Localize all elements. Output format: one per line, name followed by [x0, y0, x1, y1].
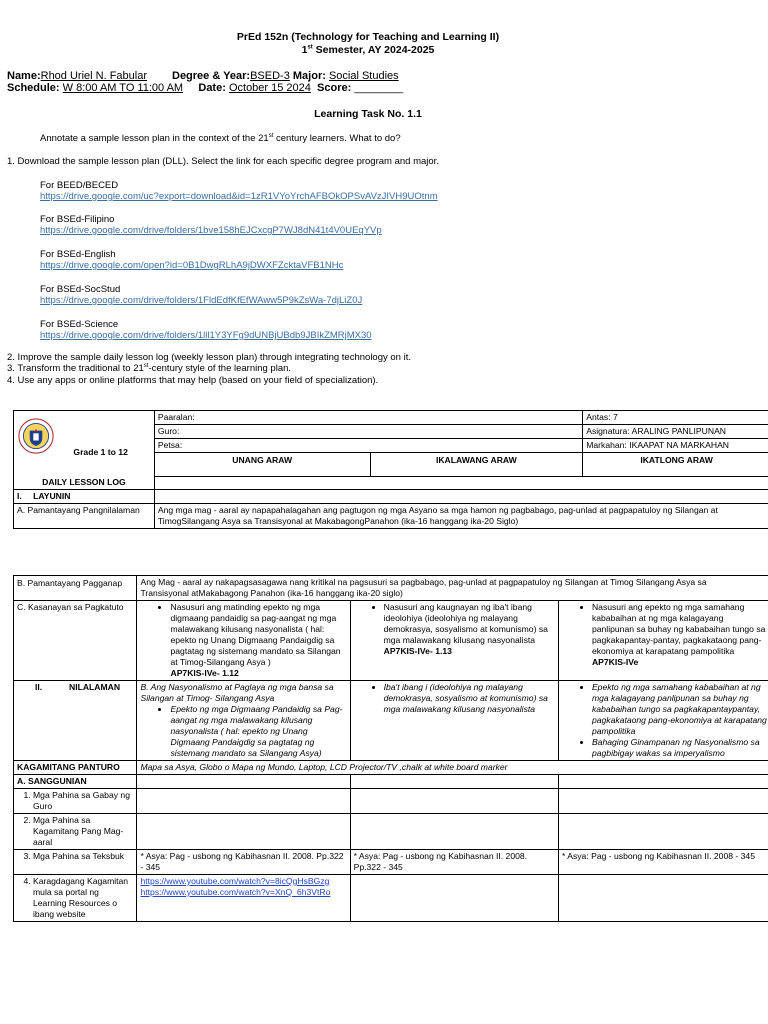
- link-filipino[interactable]: https://drive.google.com/drive/folders/1bve158hEJCxcgP7WJ8dN41t4V0UEqYVp: [40, 225, 382, 236]
- nilalaman-day2-item: • Iba't ibang i (ideolohiya ng malayang demokrasya, sosyalismo at komunismo) sa mga malawakang kilusang nasyonalista: [384, 682, 555, 715]
- nilalaman-day3-item1: • Epekto ng mga samahang kababaihan at ng mga kalagayang panlipunan sa buhay ng kababaihan tungo sa pagkakapantaypantay, pagkakataong pang-ekonomiya at karapatang pampolitika: [592, 682, 767, 737]
- kasanayan-day2-item: [384, 602, 555, 657]
- step-2: 2. Improve the sample daily lesson log (weekly lesson plan) through integrating technology on it.: [7, 352, 411, 363]
- step-3-post: -century style of the learning plan.: [148, 363, 292, 375]
- day2-header: IKALAWANG ARAW: [370, 453, 583, 477]
- date-label: Date:: [198, 82, 226, 94]
- pamantayang-pangnilalaman-text: Ang mga mag - aaral ay napapahalagahan ang pagtugon ng mga Asyano sa mga hamon ng pagbabago, pag-unlad at pagpapatuloy ng Silangan at TimogSilangang Asya sa Transisyonal at MakabagongPanahon (ika-16 hanggang ika-20 Siglo): [154, 503, 768, 528]
- major-label: Major:: [292, 70, 326, 82]
- nilalaman-day3-item2: • Bahaging Ginampanan ng Nasyonalismo sa pagbibigay wakas sa imperyalismo: [592, 737, 767, 759]
- schedule-label: Schedule:: [7, 82, 60, 94]
- gabay-guro-day3: [558, 789, 768, 814]
- nilalaman-day1: [137, 681, 350, 761]
- link-label-english: For BSEd-English: [40, 249, 116, 260]
- link-label-filipino: For BSEd-Filipino: [40, 214, 115, 225]
- sanggunian-day2: [350, 775, 558, 789]
- degree-value: BSED-3: [250, 70, 290, 82]
- deped-seal-icon: [18, 418, 54, 454]
- guro-cell: Guro:: [154, 425, 582, 439]
- pamantayang-pagganap-content: Ang Mag - aaral ay nakapagsasagawa nang kritikal na pagsusuri sa pagbabago, pag-unlad at pagpapatuloy ng Silangan at Timog Silangang Asya sa Transisyonal atMakabagong Panahon (ika-16 hanggang ika-20 siglo): [140, 577, 707, 598]
- kagamitang-mag-aaral-label: [14, 814, 137, 850]
- kagamitang-text: Mapa sa Asya, Globo o Mapa ng Mundo, Laptop, LCD Projector/TV ,chalk at white board marker: [137, 761, 768, 775]
- link-label-socstud: For BSEd-SocStud: [40, 284, 121, 295]
- step-3-sup: st: [143, 363, 149, 369]
- nilalaman-day3: [558, 681, 768, 761]
- gabay-guro-day1: [137, 789, 350, 814]
- kagamitang-mag-aaral-item: 2. Mga Pahina sa Kagamitang Pang Mag-aaral: [33, 815, 133, 848]
- paaralan-cell: Paaralan:: [154, 411, 582, 425]
- pamantayang-pagganap-label: B. Pamantayang Pagganap: [14, 576, 137, 601]
- kagamitang-mag-aaral-day1: [137, 814, 350, 850]
- step-3: [7, 363, 291, 374]
- kasanayan-day1-code: AP7KIS-IVe- 1.12: [170, 668, 239, 678]
- dll-main-table: [13, 575, 768, 922]
- name-line: [7, 70, 147, 82]
- nilalaman-day1-item: • Epekto ng mga Digmaang Pandaidig sa Pag-aangat ng mga malawakang kilusang nasyonalista ( hal: epekto ng Unang Digmaang Pandaigdig sa pagtatag ng sistemang mandato sa Silangang Asya): [170, 704, 346, 759]
- kasanayan-day2-code: AP7KIS-IVe- 1.13: [383, 646, 452, 656]
- link-science[interactable]: https://drive.google.com/drive/folders/1lll1Y3YFg9dUNBjUBdb9JBIkZMRjMX30: [40, 330, 372, 341]
- task-instruction: [40, 133, 401, 144]
- pamantayang-pagganap-text: [137, 576, 768, 601]
- markahan-cell: Markahan: IKAAPAT NA MARKAHAN: [583, 439, 768, 453]
- sanggunian-day1: [137, 775, 350, 789]
- teksbuk-label: [14, 850, 137, 875]
- layunin-blank: [154, 489, 768, 503]
- task-title: Learning Task No. 1.1: [314, 108, 422, 120]
- schedule-line: [7, 82, 403, 94]
- gabay-guro-item: 1. Mga Pahina sa Gabay ng Guro: [33, 790, 133, 812]
- student-name: Rhod Uriel N. Fabular: [40, 70, 147, 82]
- karagdagang-item: 4. Karagdagang Kagamitan mula sa portal ng Learning Resources o ibang website: [33, 876, 133, 920]
- kagamitang-label: KAGAMITANG PANTURO: [14, 761, 137, 775]
- youtube-link-1[interactable]: https://www.youtube.com/watch?v=8icQgHsBGzg: [140, 876, 330, 886]
- layunin-cell: [14, 489, 155, 503]
- nilalaman-num: II.: [35, 682, 43, 692]
- course-title: PrEd 152n (Technology for Teaching and Learning II): [236, 31, 500, 43]
- kasanayan-day1-item: • Nasusuri ang matinding epekto ng mga digmaang pandaidig sa pag-aangat ng mga malawakang kilusang nasyonalista ( hal: epekto ng Unang Digmaang Pandaigdig sa pagtatag ng sistemang mandato sa Silangan at Timog-Silangang Asya ): [170, 602, 346, 668]
- link-beed[interactable]: https://drive.google.com/uc?export=download&id=1zR1VYoYrchAFBOkOPSvAVzJIVH9UOtnm: [40, 191, 438, 202]
- semester-text: Semester, AY 2024-2025: [312, 44, 435, 56]
- kasanayan-day3-text: Nasusuri ang epekto ng mga samahang kababaihan at ng mga kalagayang panlipunan sa buhay ng kababaihan tungo sa pagkakapantay-pantay, pagkakataong pang-ekonomiya at karapatang pampolitika: [591, 602, 766, 656]
- kasanayan-day1: [137, 601, 350, 681]
- grade-label: Grade 1 to 12: [73, 447, 128, 457]
- karagdagang-day3: [558, 875, 768, 922]
- link-label-science: For BSEd-Science: [40, 319, 119, 330]
- link-english[interactable]: https://drive.google.com/open?id=0B1DwgRLhA9jDWXFZcktaVFB1NHc: [40, 260, 344, 271]
- schedule-value: W 8:00 AM TO 11:00 AM: [62, 82, 184, 94]
- major-value: Social Studies: [328, 70, 399, 82]
- kasanayan-day3: [558, 601, 768, 681]
- semester-line: [0, 44, 736, 56]
- instruction-sup: st: [268, 133, 274, 139]
- step-4: 4. Use any apps or online platforms that may help (based on your field of specialization).: [7, 375, 379, 386]
- teksbuk-day3: * Asya: Pag - usbong ng Kabihasnan II. 2008 - 345: [558, 850, 768, 875]
- teksbuk-item: 3. Mga Pahina sa Teksbuk: [33, 851, 133, 862]
- layunin-label: LAYUNIN: [33, 490, 71, 501]
- step-3-pre: 3. Transform the traditional to 21: [7, 363, 144, 375]
- kasanayan-day2: [350, 601, 558, 681]
- kasanayan-day2-text: Nasusuri ang kaugnayan ng iba't ibang ideolohiya (ideolohiya ng malayang demokrasya, sosyalismo at komunismo) sa mga malawakang kilusang nasyonalista: [383, 602, 548, 645]
- youtube-link-2[interactable]: https://www.youtube.com/watch?v=XnQ_6h3VtRo: [140, 887, 331, 897]
- kagamitang-mag-aaral-day3: [558, 814, 768, 850]
- kasanayan-label: C. Kasanayan sa Pagkatuto: [14, 601, 137, 681]
- instruction-post: century learners. What to do?: [273, 133, 401, 145]
- nilalaman-label: NILALAMAN: [69, 682, 121, 692]
- link-socstud[interactable]: https://drive.google.com/drive/folders/1FldEdfKfEfWAww5P9kZsWa-7djLiZ0J: [40, 295, 363, 306]
- karagdagang-day2: [350, 875, 558, 922]
- step-1: 1. Download the sample lesson plan (DLL). Select the link for each specific degree program and major.: [7, 156, 439, 167]
- teksbuk-day2: * Asya: Pag - usbong ng Kabihasnan II. 2008. Pp.322 - 345: [350, 850, 558, 875]
- kagamitang-mag-aaral-day2: [350, 814, 558, 850]
- dll-title: DAILY LESSON LOG: [14, 477, 155, 490]
- dll-header-table: [13, 410, 768, 529]
- nilalaman-day2: [350, 681, 558, 761]
- day3-header: IKATLONG ARAW: [583, 453, 768, 477]
- day1-header: UNANG ARAW: [154, 453, 370, 477]
- gabay-guro-label: [14, 789, 137, 814]
- semester-suffix: st: [307, 44, 313, 51]
- asignatura-cell: Asignatura: ARALING PANLIPUNAN: [583, 425, 768, 439]
- layunin-num: I.: [17, 490, 22, 501]
- pamantayang-pangnilalaman-label: A. Pamantayang Pangnilalaman: [14, 503, 155, 528]
- score-label: Score:: [317, 82, 352, 94]
- karagdagang-label: [14, 875, 137, 922]
- karagdagang-day1: [137, 875, 350, 922]
- petsa-cell: Petsa:: [154, 439, 582, 453]
- sanggunian-day3: [558, 775, 768, 789]
- teksbuk-day1: * Asya: Pag - usbong ng Kabihasnan II. 2008. Pp.322 - 345: [137, 850, 350, 875]
- nilalaman-cell: [14, 681, 137, 761]
- antas-cell: Antas: 7: [583, 411, 768, 425]
- degree-label: Degree & Year:: [172, 70, 251, 82]
- kasanayan-day3-item: [592, 602, 767, 668]
- instruction-pre: Annotate a sample lesson plan in the context of the 21: [40, 133, 269, 145]
- degree-line: [172, 70, 399, 82]
- name-label: Name:: [7, 70, 41, 82]
- gabay-guro-day2: [350, 789, 558, 814]
- semester-number: 1: [301, 44, 308, 56]
- sanggunian-label: A. SANGGUNIAN: [14, 775, 137, 789]
- date-value: October 15 2024: [228, 82, 311, 94]
- kasanayan-day3-code: AP7KIS-IVe: [591, 657, 639, 667]
- nilalaman-day1-intro: B. Ang Nasyonalismo at Paglaya ng mga bansa sa Silangan at Timog- Silangang Asya: [140, 682, 334, 703]
- score-value: ________: [354, 82, 404, 94]
- link-label-beed: For BEED/BECED: [40, 180, 119, 191]
- header-blank: [154, 477, 768, 490]
